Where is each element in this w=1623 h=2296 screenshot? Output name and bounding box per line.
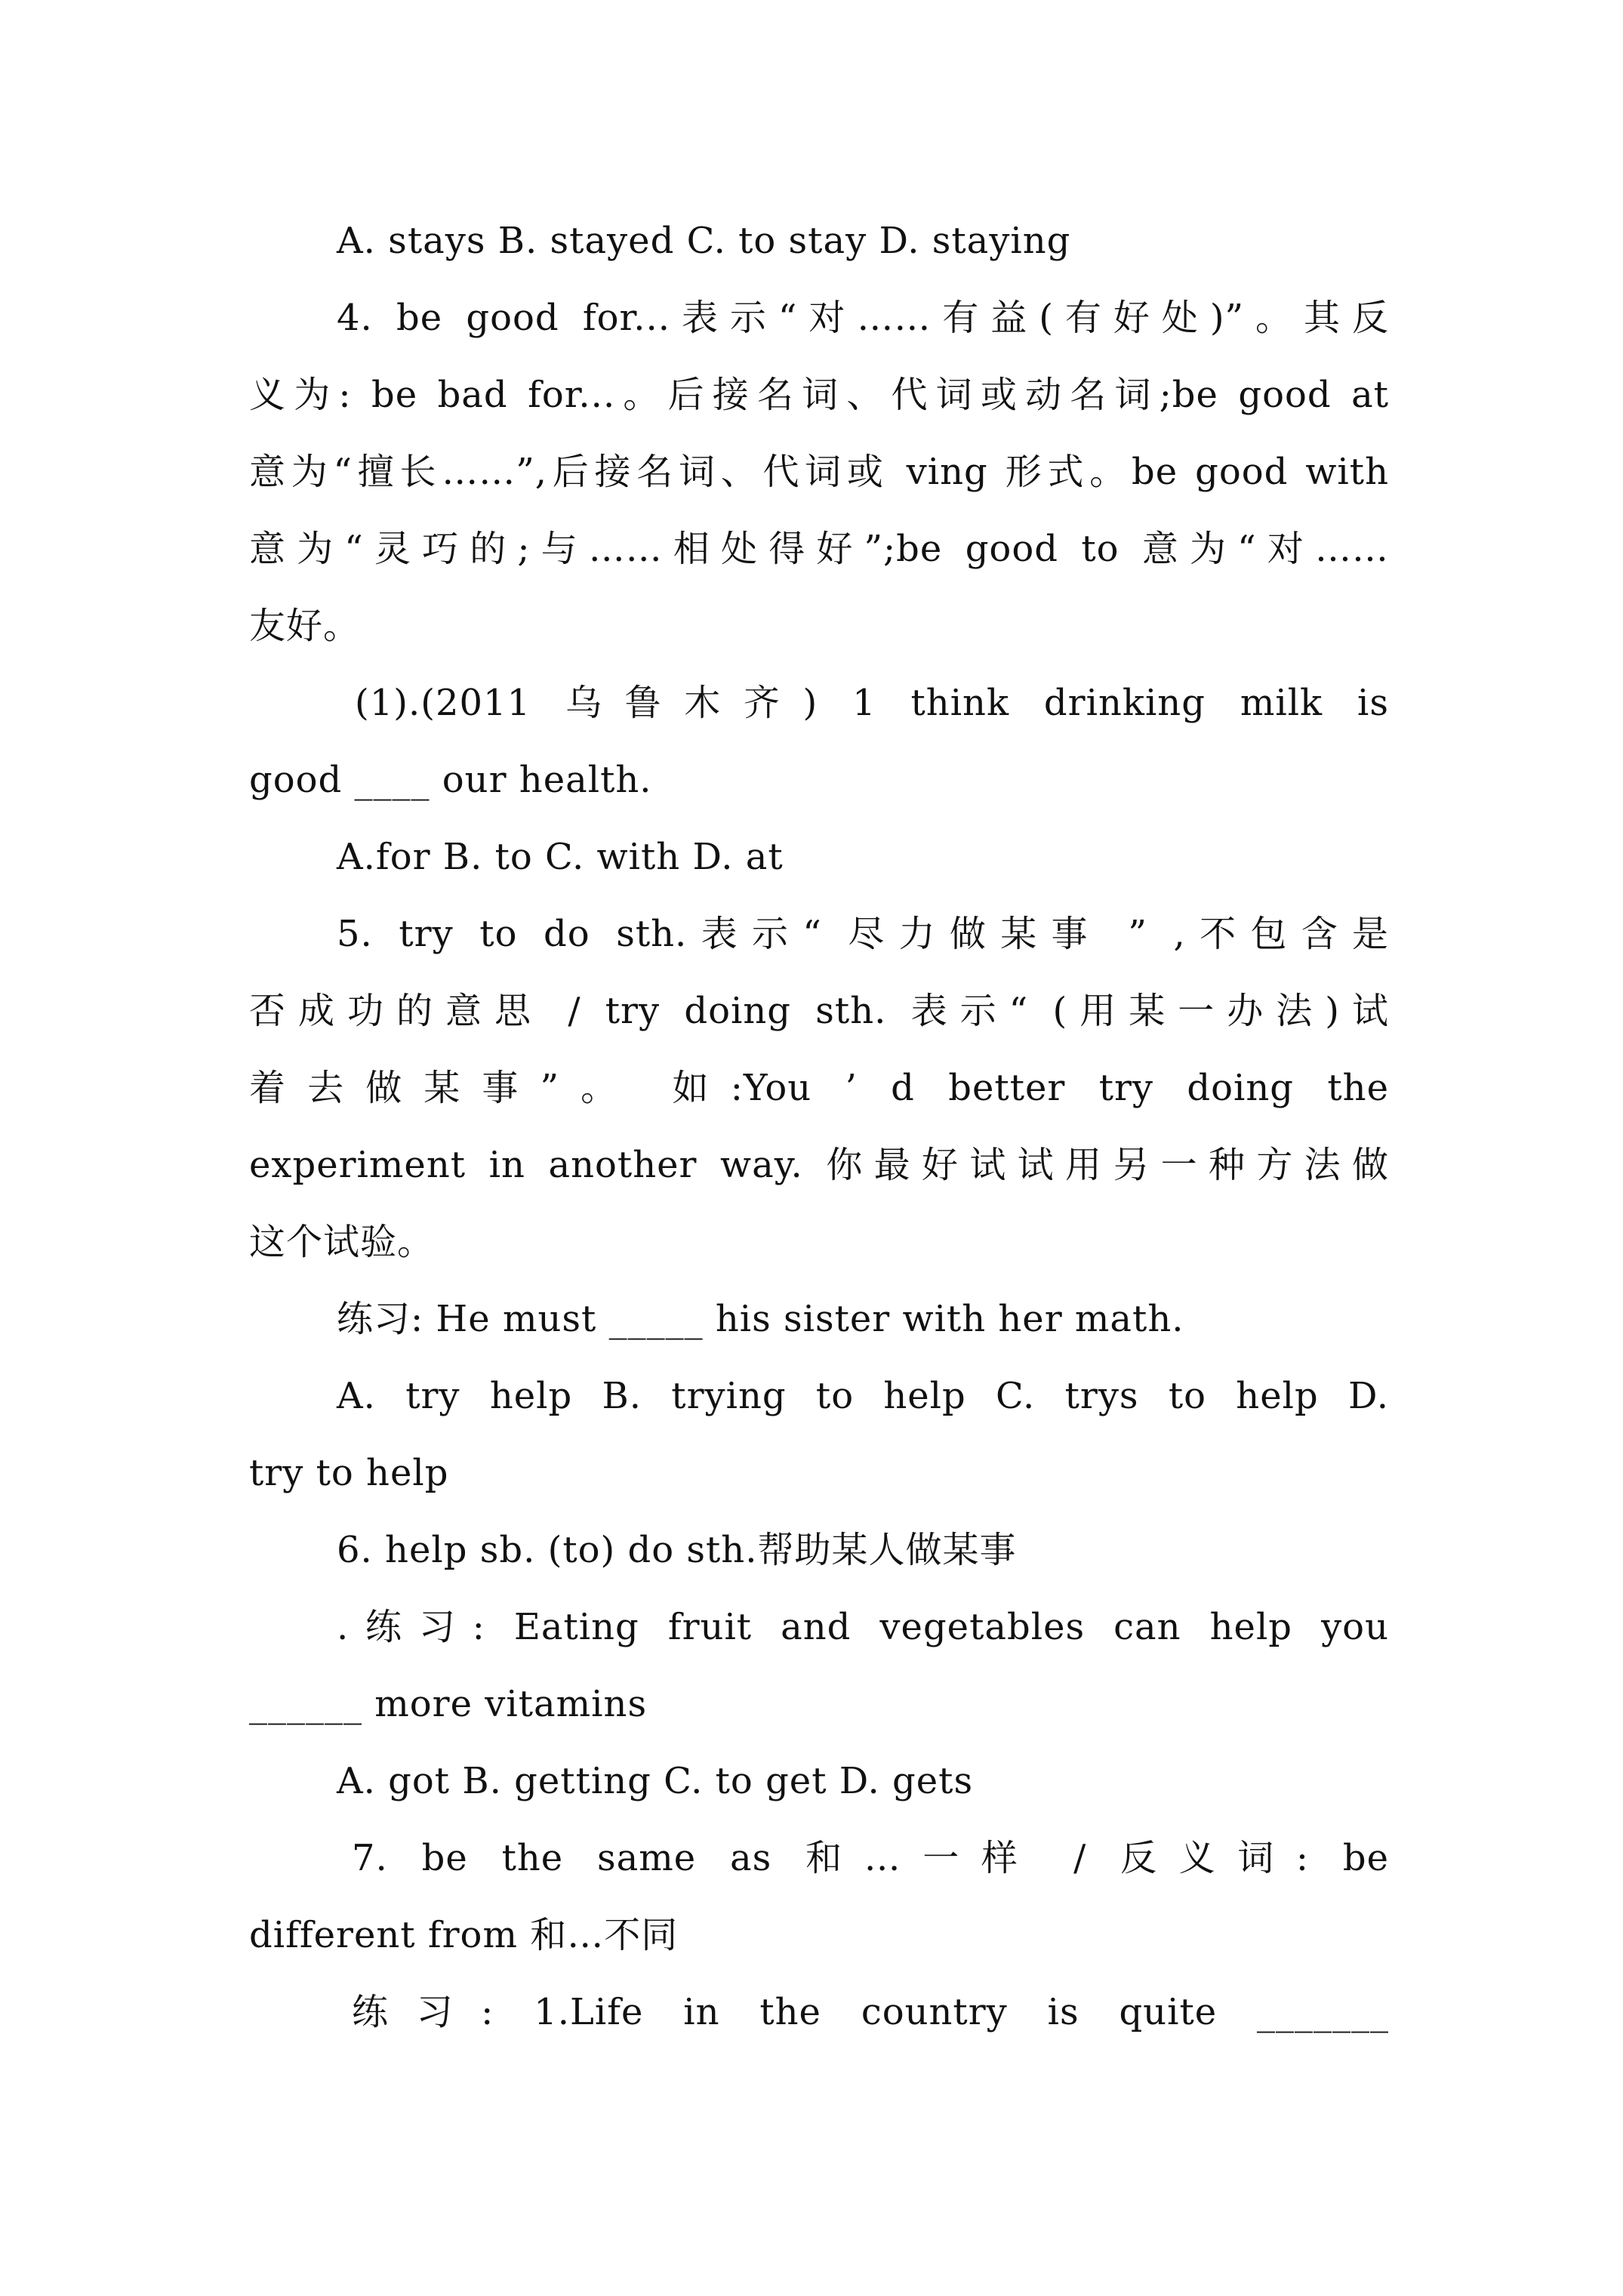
exercise-question: ______ more vitamins [249,1683,648,1725]
exercise-question: .练习: Eating fruit and vegetables can help you [337,1606,1389,1648]
point-5-heading: 5. try to do sth.表示“ 尽力做某事 ” ,不包含是 [337,913,1389,955]
exercise-question: 练习: He must _____ his sister with her math. [337,1298,1184,1340]
point-7-text: different from 和…不同 [249,1914,679,1956]
point-5-text: experiment in another way. 你最好试试用另一种方法做 [249,1144,1389,1186]
point-4-text: 意为“灵巧的;与……相处得好”;be good to 意为“对…… [249,528,1389,570]
exercise-question: 练习: 1.Life in the country is quite _______ [352,1991,1389,2033]
point-6-heading: 6. help sb. (to) do sth.帮助某人做某事 [337,1529,1017,1571]
point-5-text: 着去做某事”。 如:You ’ d better try doing the [249,1067,1389,1109]
option-line: A.for B. to C. with D. at [337,836,784,878]
point-4-text: 义为: be bad for...。后接名词、代词或动名词;be good at [249,374,1389,416]
option-line: A. try help B. trying to help C. trys to help D. [337,1375,1389,1417]
point-5-text: 否成功的意思 / try doing sth. 表示“ (用某一办法)试 [249,990,1389,1032]
point-7-heading: 7. be the same as 和…一样 / 反义词: be [352,1837,1389,1879]
exercise-question: good ____ our health. [249,759,652,801]
point-4-text: 友好。 [249,605,361,647]
option-line: A. stays B. stayed C. to stay D. staying [337,220,1071,262]
point-4-text: 意为“擅长……”,后接名词、代词或 ving 形式。be good with [249,451,1389,493]
point-5-text: 这个试验。 [249,1221,435,1263]
exercise-question: (1).(2011 乌鲁木齐) 1 think drinking milk is [355,682,1389,724]
option-line: try to help [249,1452,449,1494]
option-line: A. got B. getting C. to get D. gets [337,1760,974,1802]
document-body [249,202,1389,2051]
point-4-heading: 4. be good for...表示“对……有益(有好处)”。其反 [337,297,1389,339]
